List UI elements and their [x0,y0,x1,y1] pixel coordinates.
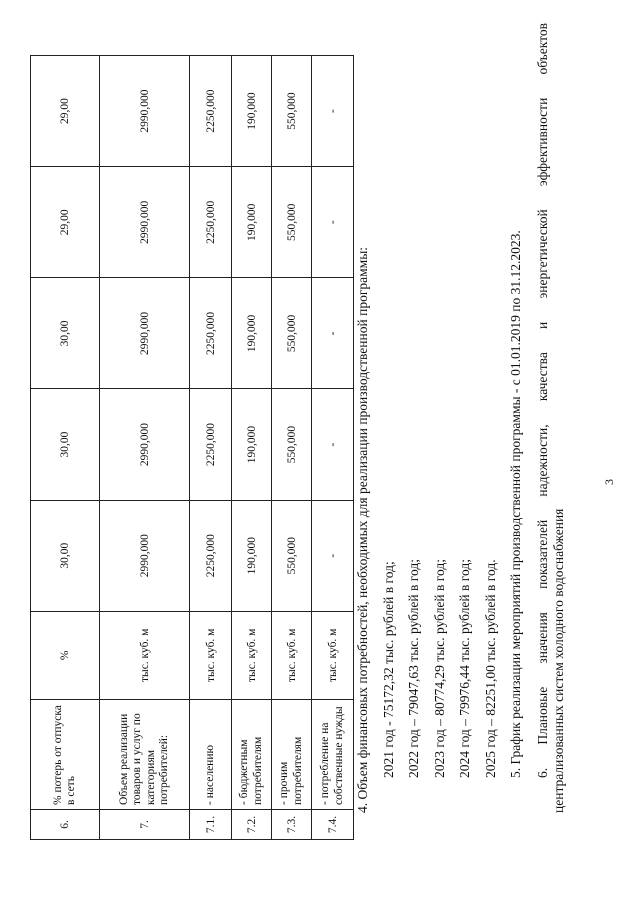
row-unit: тыс. куб. м [190,611,232,699]
row-number: 6. [31,809,100,839]
value-cell: 2990,000 [100,278,190,389]
value-cell: 190,000 [232,500,272,611]
row-unit: тыс. куб. м [100,611,190,699]
value-cell: 30,00 [31,278,100,389]
value-cell: 2990,000 [100,167,190,278]
value-cell: - [312,278,354,389]
row-number: 7.2. [232,809,272,839]
row-label: Объем реализации товаров и услуг по категориям потребителей: [100,699,190,809]
row-label: - потребление на собственные нужды [312,699,354,809]
finance-2023: 2023 год – 80774,29 тыс. рублей в год; [431,559,447,778]
finance-2021: 2021 год - 75172,32 тыс. рублей в год; [380,561,396,778]
production-table [30,55,354,840]
value-cell: - [312,56,354,167]
value-cell: 550,000 [272,500,312,611]
value-cell: 2990,000 [100,500,190,611]
row-number: 7.1. [190,809,232,839]
row-label: - населению [190,699,232,809]
value-cell: 550,000 [272,56,312,167]
document-body [350,23,567,813]
row-unit: тыс. куб. м [272,611,312,699]
section-5-schedule: 5. График реализации мероприятий производственной программы - с 01.01.2019 по 31.12.2023. [508,230,523,778]
row-number: 7.3. [272,809,312,839]
value-cell: - [312,389,354,500]
finance-2025: 2025 год – 82251,00 тыс. рублей в год. [482,559,498,778]
row-label: - прочим потребителям [272,699,312,809]
value-cell: 190,000 [232,56,272,167]
value-cell: 29,00 [31,56,100,167]
value-cell: 550,000 [272,278,312,389]
table-row [100,56,190,840]
row-unit: тыс. куб. м [312,611,354,699]
value-cell: 2250,000 [190,500,232,611]
row-label: - бюджетным потребителям [232,699,272,809]
row-number: 7. [100,809,190,839]
value-cell: 190,000 [232,389,272,500]
finance-2024: 2024 год – 79976,44 тыс. рублей в год; [457,559,472,778]
value-cell: 2990,000 [100,389,190,500]
row-unit: % [31,611,100,699]
value-cell: 190,000 [232,278,272,389]
section-6-paragraph [535,23,567,813]
page-number: 3 [602,479,616,485]
section-6-line-1: 6. Плановые значения показателей надежности, качества и энергетической эффективности объектов [534,23,550,778]
value-cell: 2250,000 [190,389,232,500]
section-4-heading: 4. Объем финансовых потребностей, необходимых для реализации производственной программы: [355,246,370,813]
table-row [31,56,100,840]
table-row [190,56,232,840]
table-row [272,56,312,840]
value-cell: 29,00 [31,167,100,278]
table-row [312,56,354,840]
value-cell: 550,000 [272,389,312,500]
value-cell: 2250,000 [190,56,232,167]
value-cell: 2250,000 [190,278,232,389]
value-cell: 2250,000 [190,167,232,278]
value-cell: 550,000 [272,167,312,278]
value-cell: 30,00 [31,500,100,611]
finance-2022: 2022 год – 79047,63 тыс. рублей в год; [406,559,421,778]
row-label: % потерь от отпуска в сеть [31,699,100,809]
value-cell: 190,000 [232,167,272,278]
row-number: 7.4. [312,809,354,839]
section-6-line-2: централизованных систем холодного водоснабжения [550,508,566,813]
value-cell: 30,00 [31,389,100,500]
row-unit: тыс. куб. м [232,611,272,699]
table-row [232,56,272,840]
value-cell: - [312,500,354,611]
value-cell: - [312,167,354,278]
value-cell: 2990,000 [100,56,190,167]
